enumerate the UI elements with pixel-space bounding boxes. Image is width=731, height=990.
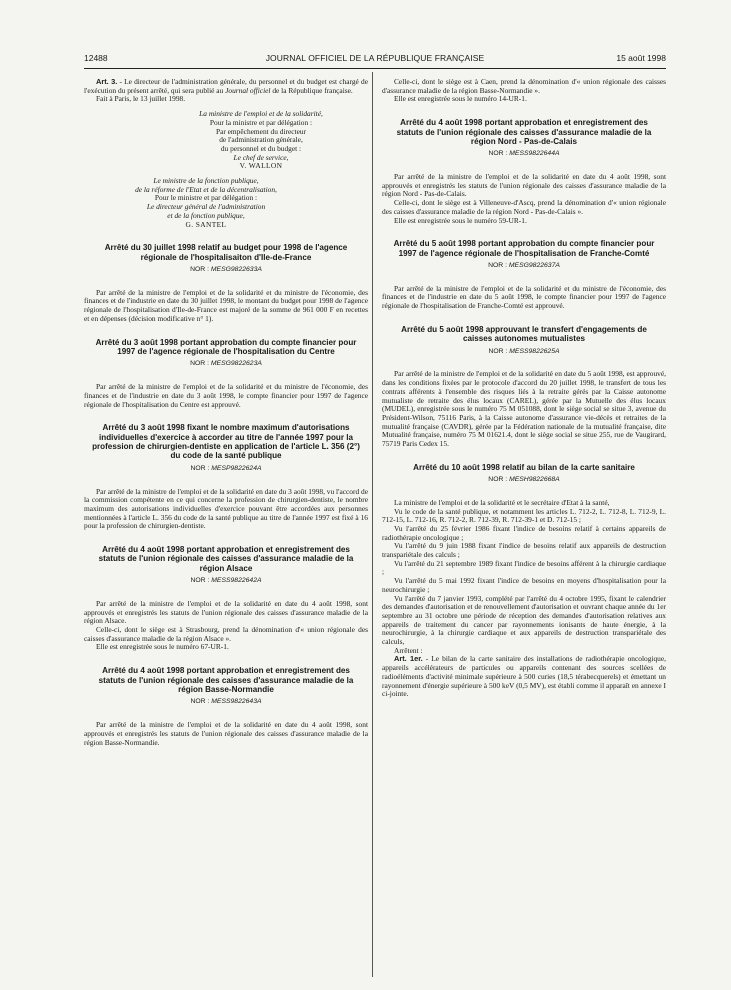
paragraph: Vu l'arrêté du 7 janvier 1993, complété par l'arrêté du 4 octobre 1995, fixant le calendrier des demandes d'autorisation et de renouvellement d'autorisation et ouvrant chaque année du 1er septembre au 31 octobre une période de réception des demandes d'autorisation relatives aux appareils de traitement du cancer par rayonnements ionisants de haute énergie, à la neurochirurgie, à la chirurgie cardiaque et aux appareils de destruction transpariétale des calculs, — [382, 593, 666, 647]
section-title: Arrêté du 3 août 1998 fixant le nombre maximum d'autorisations individuelles d'exercice à accorder au titre de l'année 1997 pour la profession de chirurgien-dentiste en application de l'article L. 356 (2°) du code de la santé publique — [92, 423, 360, 461]
paragraph: Par arrêté de la ministre de l'emploi et de la solidarité et du ministre de l'économie, des finances et de l'industrie en date du 30 juillet 1998, le montant du budget pour 1998 de l'agence régionale de l'hospitalisation d'Ile-de-France est majoré de la somme de 961 000 F en recettes et en dépenses (décision modificative n° 1). — [84, 287, 368, 323]
signature-block-2: Le ministre de la fonction publique, de la réforme de l'Etat et de la décentralisation, Pour le ministre et par délégation : Le directeur général de l'administration et de la fonction publique, G. SANTEL — [135, 176, 277, 229]
paragraph: Celle-ci, dont le siège est à Villeneuve-d'Ascq, prend la dénomination d'« union régionale des caisses d'assurance maladie de la région Nord - Pas-de-Calais ». — [382, 198, 666, 216]
section-title: Arrêté du 10 août 1998 relatif au bilan de la carte sanitaire — [413, 462, 635, 472]
paragraph: Celle-ci, dont le siège est à Strasbourg, prend la dénomination d'« union régionale des caisses d'assurance maladie de la région Alsace ». — [84, 625, 368, 643]
paragraph: Celle-ci, dont le siège est à Caen, prend la dénomination d'« union régionale des caisses d'assurance maladie de la région Basse-Normandie ». — [382, 77, 666, 95]
section-title: Arrêté du 4 août 1998 portant approbation et enregistrement des statuts de l'union régionale des caisses d'assurance maladie de la région Alsace — [98, 545, 354, 573]
paragraph: Vu l'arrêté du 5 mai 1992 fixant l'indice de besoins en moyens d'hospitalisation pour la neurochirurgie ; — [382, 576, 666, 594]
section-title: Arrêté du 4 août 1998 portant approbation et enregistrement des statuts de l'union régionale des caisses d'assurance maladie de la région Basse-Normandie — [98, 666, 354, 694]
left-column — [84, 78, 368, 747]
article-1: Art. 1er. - Le bilan de la carte sanitaire des installations de radiothérapie oncologique, appareils accélérateurs de particules ou appareils contenant des sources scellées de radioéléments d'activité minimale supérieure à 500 curies (18,5 térabecquerels) et émettant un rayonnement d'énergie supérieure à 500 keV (0,5 MV), est établi comme il apparaît en annexe I ci-jointe. — [382, 654, 666, 699]
nor-reference: NOR : MESG9822637A — [488, 262, 560, 270]
column-separator — [372, 72, 373, 977]
nor-reference: NOR : MESS9822625A — [488, 347, 560, 355]
nor-reference: NOR : MESG9822623A — [190, 360, 262, 368]
journal-title: JOURNAL OFFICIEL DE LA RÉPUBLIQUE FRANÇAISE — [265, 53, 485, 63]
paragraph: Elle est enregistrée sous le numéro 14-UR-1. — [394, 94, 527, 104]
paragraph: Vu l'arrêté du 25 février 1986 fixant l'indice de besoins relatif à certains appareils de radiothérapie oncologique ; — [382, 523, 666, 542]
page-header — [84, 53, 666, 67]
issue-date: 15 août 1998 — [616, 53, 666, 63]
paragraph: Elle est enregistrée sous le numéro 59-UR-1. — [394, 215, 527, 225]
paragraph: Par arrêté de la ministre de l'emploi et de la solidarité et du ministre de l'économie, des finances et de l'industrie en date du 3 août 1998, le compte financier pour 1997 de l'agence régionale de l'hospitalisation du Centre est approuvé. — [84, 382, 368, 409]
nor-reference: NOR : MESS9822642A — [190, 577, 262, 585]
paragraph: Vu le code de la santé publique, et notamment les articles L. 712-2, L. 712-8, L. 712-9, L. 712-15, L. 712-16, R. 712-2, R. 712-39, R. 712-39-1 et D. 712-15 ; — [382, 506, 666, 525]
section-title: Arrêté du 4 août 1998 portant approbation et enregistrement des statuts de l'union régionale des caisses d'assurance maladie de la région Nord - Pas-de-Calais — [396, 118, 652, 146]
paragraph: Par arrêté de la ministre de l'emploi et de la solidarité et du ministre de l'économie, des finances et de l'industrie en date du 5 août 1998, le compte financier pour 1997 de l'agence régionale de l'hospitalisation de Franche-Comté est approuvé. — [382, 283, 666, 311]
paragraph: Par arrêté de la ministre de l'emploi et de la solidarité en date du 3 août 1998, vu l'accord de la commission compétente en ce qui concerne la profession de chirurgien-dentiste, le nombre maximum des autorisations individuelles d'exercice pouvant être accordées aux personnes mentionnées à l'article L. 356 du code de la santé publique au titre de l'année 1997 est fixé à 16 pour la profession de chirurgien-dentiste. — [84, 486, 368, 531]
paragraph: La ministre de l'emploi et de la solidarité et le secrétaire d'Etat à la santé, — [394, 497, 610, 507]
paragraph: Elle est enregistrée sous le numéro 67-UR-1. — [96, 642, 229, 652]
paragraph: Par arrêté de la ministre de l'emploi et de la solidarité en date du 4 août 1998, sont approuvés et enregistrés les statuts de l'union régionale des caisses d'assurance maladie de la région Nord - Pas-de-Calais. — [382, 172, 666, 199]
article-3: Art. 3. - Le directeur de l'administration générale, du personnel et du budget est chargé de l'exécution du présent arrêté, qui sera publié au Journal officiel de la République française. — [84, 77, 368, 95]
signature-block-1: La ministre de l'emploi et de la solidarité, Pour la ministre et par délégation : Par empêchement du directeur de l'administration générale, du personnel et du budget : Le chef de service, V. WALLON — [199, 109, 323, 171]
section-title: Arrêté du 30 juillet 1998 relatif au budget pour 1998 de l'agence régionale de l'hospitalisaiton d'Ile-de-France — [104, 243, 348, 262]
section-title: Arrêté du 5 août 1998 portant approbation du compte financier pour 1997 de l'agence régionale de l'hospitalisation de Franche-Comté — [393, 239, 655, 258]
nor-reference: NOR : MESS9822643A — [190, 698, 262, 706]
section-title: Arrêté du 5 août 1998 approuvant le transfert d'engagements de caisses autonomes mutualistes — [401, 324, 647, 344]
nor-reference: NOR : MESG9822633A — [190, 266, 262, 274]
paragraph: Vu l'arrêté du 9 juin 1988 fixant l'indice de besoins relatif aux appareils de destruction transpariétale des calculs ; — [382, 541, 666, 560]
paragraph: Par arrêté de la ministre de l'emploi et de la solidarité en date du 4 août 1998, sont approuvés et enregistrés les statuts de l'union régionale des caisses d'assurance maladie de la région Basse-Normandie. — [84, 720, 368, 747]
fait-line: Fait à Paris, le 13 juillet 1998. — [96, 94, 186, 104]
arretent-line: Arrêtent : — [394, 645, 423, 655]
paragraph: Par arrêté de la ministre de l'emploi et de la solidarité en date du 4 août 1998, sont approuvés et enregistrés les statuts de l'union régionale des caisses d'assurance maladie de la région Alsace. — [84, 598, 368, 626]
paragraph: Par arrêté de la ministre de l'emploi et de la solidarité en date du 5 août 1998, est approuvé, dans les conditions fixées par le protocole d'accord du 20 juillet 1998, le transfert de tous les contrats afférents à l'ensemble des risques liés à la retraite gérés par la Caisse autonome mutualiste de retraite des élus locaux (CAREL), gérée par la Mutuelle des élus locaux (MUDEL), enregistrée sous le numéro 75 M 051088, dont le siège social se situe 3, avenue du Président-Wilson, 75116 Paris, à la Caisse autonome d'assurance vie-décès et retraites de la mutualité française (CAVDR), gérée par la Fédération nationale de la mutualité française, dite Mutualité française, numéro 75 M 01621.4, dont le siège social se situe 255, rue de Vaugirard, 75719 Paris Cedex 15. — [382, 369, 666, 449]
page-number: 12488 — [84, 53, 108, 63]
header-rule — [84, 68, 666, 69]
right-column — [382, 78, 666, 699]
nor-reference: NOR : MESH9822668A — [488, 476, 560, 484]
paragraph: Vu l'arrêté du 21 septembre 1989 fixant l'indice de besoins afférent à la chirurgie cardiaque ; — [382, 558, 666, 577]
nor-reference: NOR : MESS9822644A — [488, 150, 560, 158]
nor-reference: NOR : MESP9822624A — [190, 464, 262, 472]
section-title: Arrêté du 3 août 1998 portant approbation du compte financier pour 1997 de l'agence régionale de l'hospitalisation du Centre — [95, 337, 357, 356]
